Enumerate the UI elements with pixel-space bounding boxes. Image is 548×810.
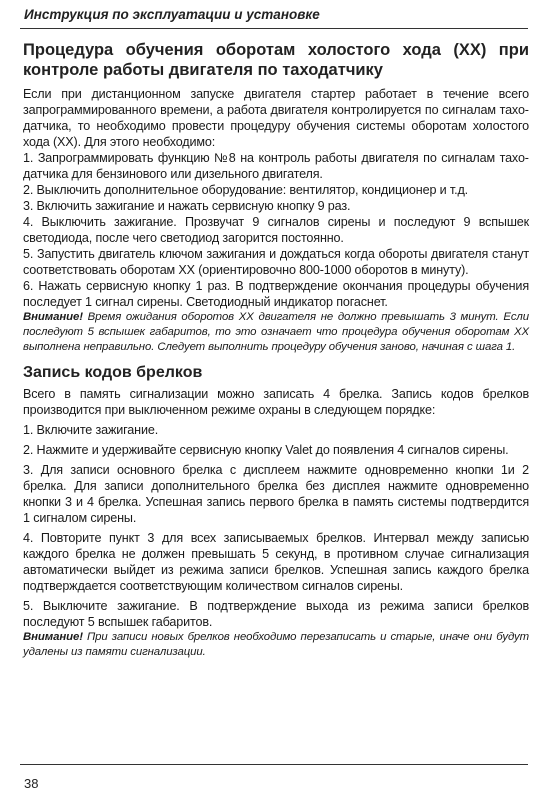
step-item: 3. Для записи основного брелка с дисплеем нажмите одновременно кнопки 1и 2 брелка. Для записи дополнительного брелка без дисплея нажмите одновременно кнопки 3 и 4 брелка. Успешная запись первого брелка в память системы подтвердится 1 сигналом сирены. bbox=[23, 463, 529, 525]
step-item: 2. Нажмите и удерживайте сервисную кнопку Valet до появления 4 сигналов сирены. bbox=[23, 443, 509, 457]
step-item: 4. Повторите пункт 3 для всех записываемых брелков. Интервал между записью каждого брелка не должен превышать 5 секунд, в противном случае сигнализация автоматически выйдет из режима записи брелков. Успешная запись каждого брелка подтверждается соответствующим количеством сигналов сирены. bbox=[23, 531, 529, 593]
step-item: 5. Запустить двигатель ключом зажигания и дождаться когда обороты двигателя станут соответствовать оборотам XX (ориентировочно 800-1000 оборотов в минуту). bbox=[23, 247, 529, 277]
warning-label: Внимание! bbox=[23, 631, 83, 643]
warning-note bbox=[23, 630, 529, 660]
warning-label: Внимание! bbox=[23, 311, 83, 323]
step-item: 3. Включить зажигание и нажать сервисную кнопку 9 раз. bbox=[23, 199, 351, 213]
warning-note bbox=[23, 310, 529, 355]
section-title-idle-learning: Процедура обучения оборотам холостого хода (XX) при контроле работы двигателя по таходатчику bbox=[23, 41, 529, 79]
page-number: 38 bbox=[24, 776, 39, 791]
step-item: 4. Выключить зажигание. Прозвучат 9 сигналов сирены и последуют 9 вспышек светодиода, после чего светодиод загорится постоянно. bbox=[23, 215, 529, 245]
section-intro: Если при дистанционном запуске двигателя стартер работает в течение всего запрограммированного времени, а работа двигателя контролируется по сигналам таходатчика, то необходимо провести процедуру обучения системы оборотам холостого хода (XX). Для этого необходимо: bbox=[23, 87, 529, 149]
section-intro: Всего в память сигнализации можно записать 4 брелка. Запись кодов брелков производится при выключенном режиме охраны в следующем порядке: bbox=[23, 387, 529, 417]
running-header: Инструкция по эксплуатации и установке bbox=[24, 7, 320, 22]
step-item: 1. Включите зажигание. bbox=[23, 423, 159, 437]
step-item: 1. Запрограммировать функцию №8 на контроль работы двигателя по сигналам таходатчика для бензинового или дизельного двигателя. bbox=[23, 151, 529, 181]
header-divider bbox=[20, 28, 528, 29]
step-item: 2. Выключить дополнительное оборудование: вентилятор, кондиционер и т.д. bbox=[23, 183, 468, 197]
warning-text: Время ожидания оборотов XX двигателя не должно превышать 3 минут. Если последуют 5 вспышек габаритов, то это означает что процедура обучения оборотам XX выполнена неправильно. Следует выполнить процедуру обучения заново, начиная с шага 1. bbox=[23, 311, 529, 353]
warning-text: При записи новых брелков необходимо перезаписать и старые, иначе они будут удалены из памяти сигнализации. bbox=[23, 631, 529, 658]
section-title-key-fob-recording: Запись кодов брелков bbox=[23, 364, 203, 381]
footer-divider bbox=[20, 764, 528, 765]
page-content bbox=[23, 40, 529, 660]
step-item: 5. Выключите зажигание. В подтверждение выхода из режима записи брелков последуют 5 вспышек габаритов. bbox=[23, 599, 529, 629]
step-item: 6. Нажать сервисную кнопку 1 раз. В подтверждение окончания процедуры обучения последует 1 сигнал сирены. Светодиодный индикатор погаснет. bbox=[23, 279, 529, 309]
